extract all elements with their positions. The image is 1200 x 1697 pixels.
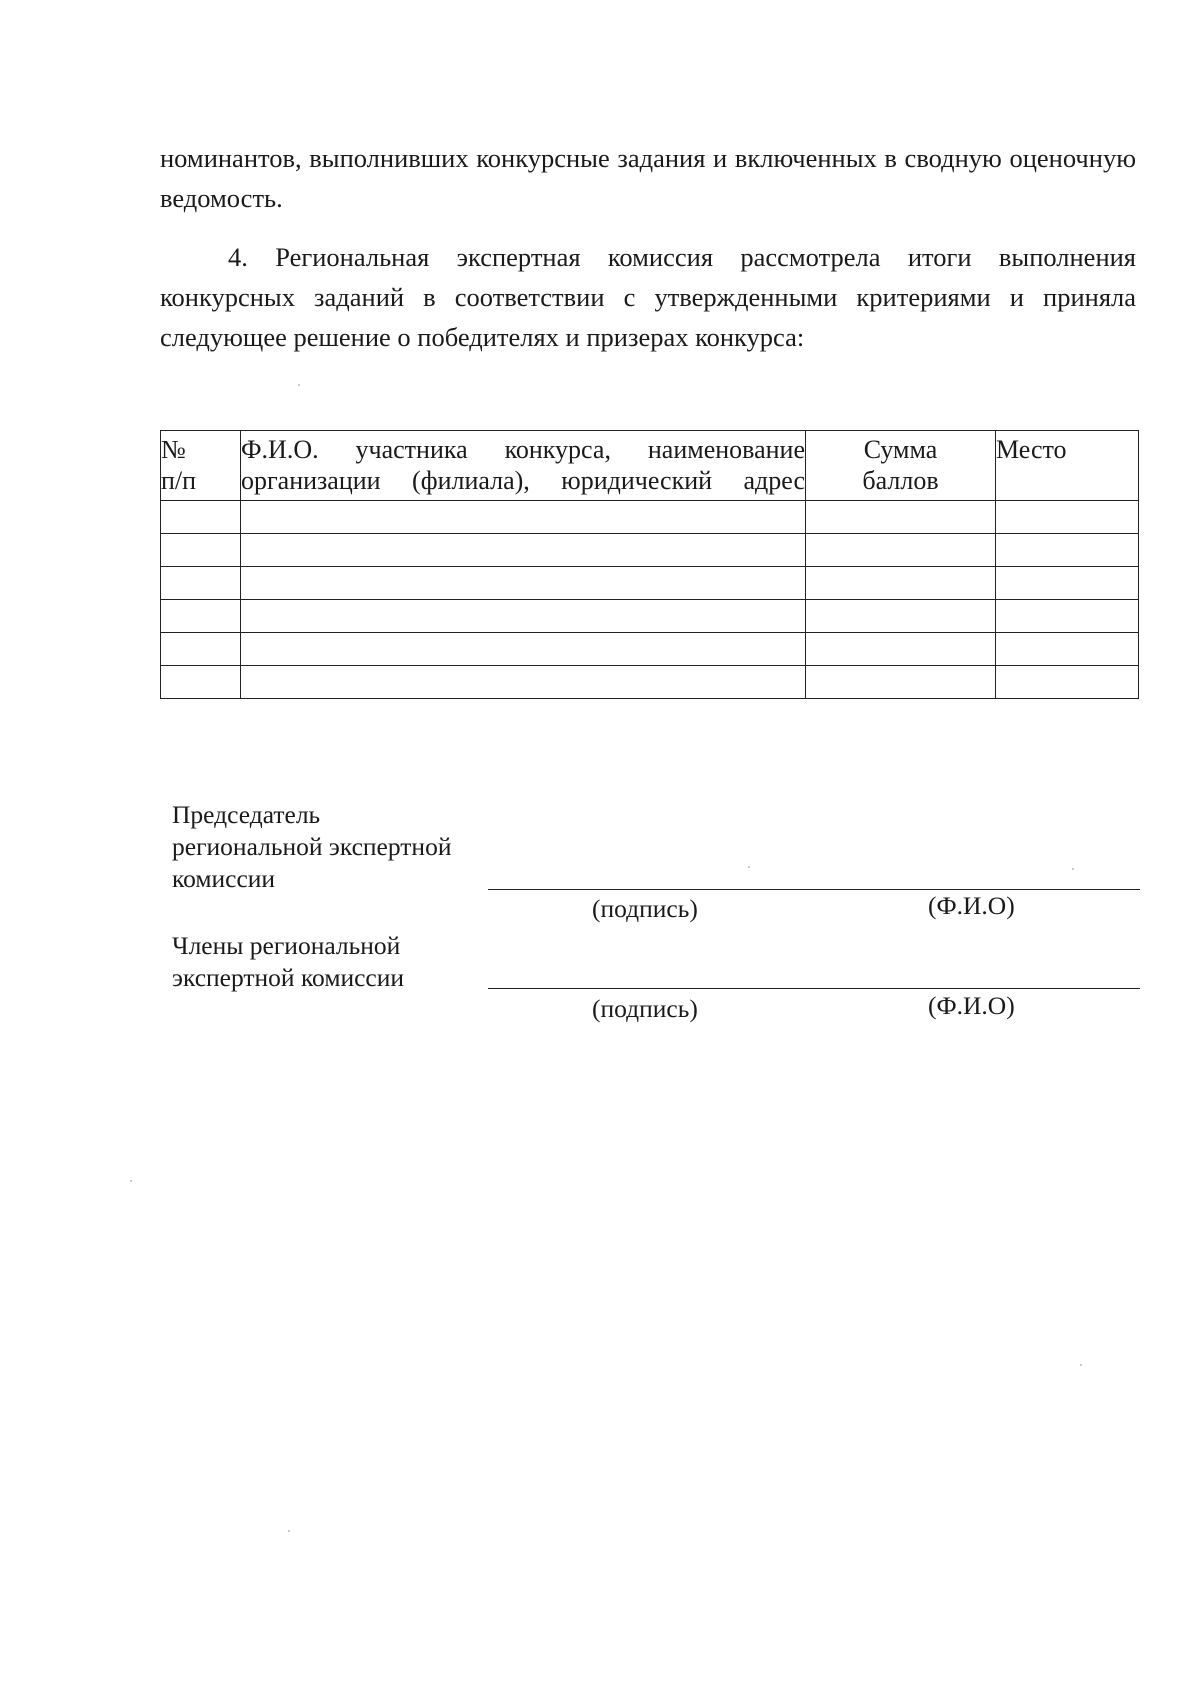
cell-number bbox=[161, 633, 241, 666]
chair-label-line2: региональной экспертной bbox=[172, 832, 452, 861]
scan-speck bbox=[288, 1530, 290, 1532]
table-header-row bbox=[161, 431, 1139, 501]
table-row bbox=[161, 600, 1139, 633]
cell-place bbox=[996, 633, 1139, 666]
chair-label-line3: комиссии bbox=[172, 864, 276, 893]
cell-score bbox=[806, 666, 996, 699]
cell-score bbox=[806, 534, 996, 567]
cell-place bbox=[996, 600, 1139, 633]
members-label-line2: экспертной комиссии bbox=[172, 963, 405, 992]
cell-number bbox=[161, 666, 241, 699]
cell-place bbox=[996, 534, 1139, 567]
paragraph-continuation: номинантов, выполнивших конкурсные задания и включенных в сводную оценочную ведомость. bbox=[160, 143, 1136, 213]
header-place: Место bbox=[996, 431, 1139, 501]
cell-number bbox=[161, 501, 241, 534]
header-participant: Ф.И.О. участника конкурса, наименование организации (филиала), юридический адрес bbox=[241, 431, 806, 501]
paragraph-item-4: 4. Региональная экспертная комиссия рассмотрела итоги выполнения конкурсных заданий в соответствии с утвержденными критериями и приняла следующее решение о победителях и призерах конкурса: bbox=[160, 242, 1136, 352]
cell-place bbox=[996, 501, 1139, 534]
cell-place bbox=[996, 666, 1139, 699]
header-score-line1: Сумма bbox=[863, 435, 938, 464]
table-row bbox=[161, 501, 1139, 534]
cell-number bbox=[161, 534, 241, 567]
header-number bbox=[161, 431, 241, 501]
cell-place bbox=[996, 567, 1139, 600]
cell-participant bbox=[241, 600, 806, 633]
cell-score bbox=[806, 567, 996, 600]
cell-number bbox=[161, 567, 241, 600]
cell-score bbox=[806, 501, 996, 534]
cell-participant bbox=[241, 633, 806, 666]
table-row bbox=[161, 666, 1139, 699]
table-row bbox=[161, 633, 1139, 666]
cell-participant bbox=[241, 666, 806, 699]
scan-speck bbox=[748, 866, 750, 868]
cell-participant bbox=[241, 567, 806, 600]
table-row bbox=[161, 567, 1139, 600]
scan-speck bbox=[298, 384, 300, 386]
chair-name-caption: (Ф.И.О) bbox=[928, 891, 1015, 920]
scan-speck bbox=[1080, 1364, 1082, 1366]
chair-label-line1: Председатель bbox=[172, 800, 321, 829]
table-row bbox=[161, 534, 1139, 567]
results-table bbox=[160, 430, 1139, 699]
chair-signature-line bbox=[488, 889, 1140, 890]
members-name-caption: (Ф.И.О) bbox=[928, 991, 1015, 1020]
members-signature-caption: (подпись) bbox=[592, 994, 698, 1023]
cell-number bbox=[161, 600, 241, 633]
cell-score bbox=[806, 600, 996, 633]
scan-speck bbox=[1072, 868, 1074, 870]
header-number-line2: п/п bbox=[161, 466, 197, 495]
header-score bbox=[806, 431, 996, 501]
cell-participant bbox=[241, 534, 806, 567]
cell-participant bbox=[241, 501, 806, 534]
members-label-line1: Члены региональной bbox=[172, 931, 401, 960]
header-score-line2: баллов bbox=[862, 466, 939, 495]
chair-signature-caption: (подпись) bbox=[592, 894, 698, 923]
cell-score bbox=[806, 633, 996, 666]
header-number-line1: № bbox=[161, 435, 186, 464]
scan-speck bbox=[130, 1180, 132, 1182]
members-signature-line bbox=[488, 988, 1140, 989]
